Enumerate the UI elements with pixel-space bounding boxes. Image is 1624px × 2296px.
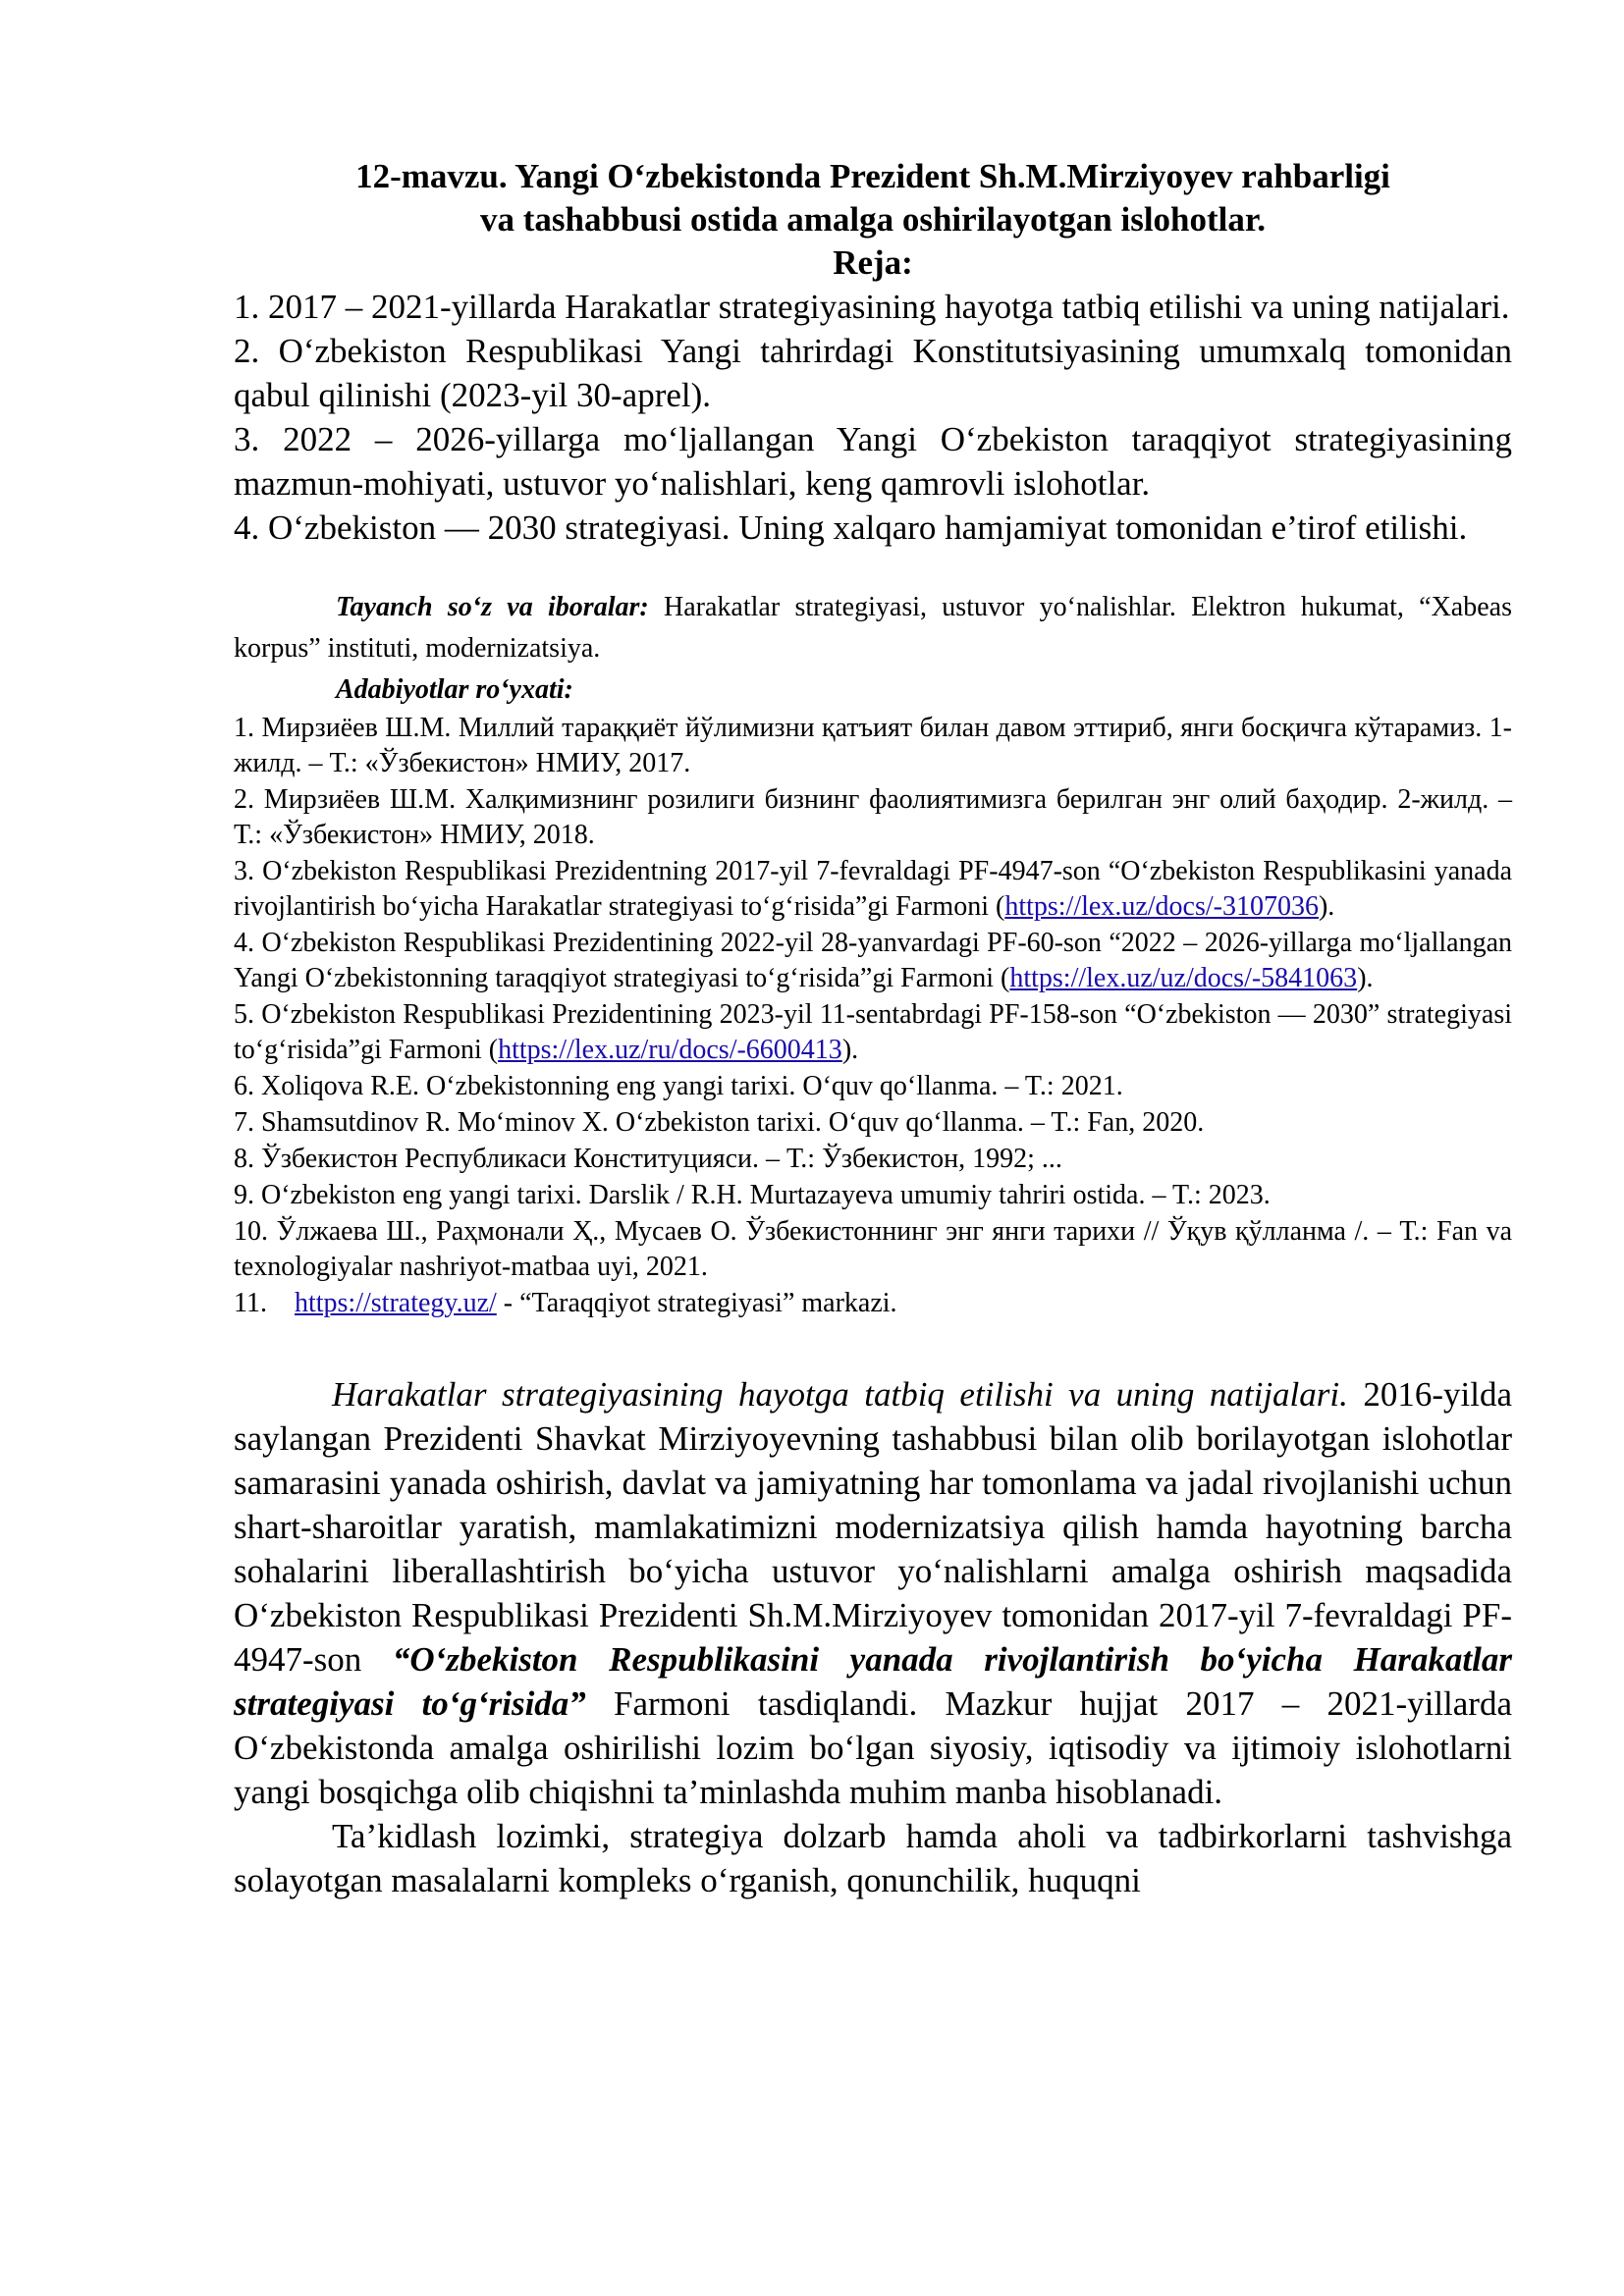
reference-text-end: ). — [1318, 891, 1335, 922]
decree-title-bold: “O‘zbekiston Respublikasini yanada rivojlantirish bo‘yicha Harakatlar strategiyasi to‘g‘risida” — [234, 1640, 1512, 1723]
reference-item — [234, 782, 1512, 853]
reference-text: 4. O‘zbekiston Respublikasi Prezidentining 2022-yil 28-yanvardagi PF-60-son “2022 – 2026-yillarga mo‘ljallangan Yangi O‘zbekistonning taraqqiyot strategiyasi to‘g‘risida”gi Farmoni ( — [234, 928, 1512, 993]
paragraph-text: 2016-yilda saylangan Prezidenti Shavkat Mirziyoyevning tashabbusi bilan olib borilayotgan islohotlar samarasini yanada oshirish, davlat va jamiyatning har tomonlama va jadal rivojlanishi uchun shart-sharoitlar yaratish, mamlakatimizni modernizatsiya qilish hamda hayotning barcha sohalarini liberallashtirish bo‘yicha ustuvor yo‘nalishlarni amalga oshirish maqsadida O‘zbekiston Respublikasi Prezidenti Sh.M.Mirziyoyev tomonidan 2017-yil 7-fevraldagi PF-4947-son — [234, 1375, 1512, 1679]
plan-list — [234, 285, 1512, 550]
reference-item — [234, 997, 1512, 1068]
reference-text: 3. O‘zbekiston Respublikasi Prezidentning 2017-yil 7-fevraldagi PF-4947-son “O‘zbekiston Respublikasini yanada rivojlantirish bo‘yicha Harakatlar strategiyasi to‘g‘risida”gi Farmoni ( — [234, 856, 1512, 922]
reference-text-end: ). — [1357, 963, 1374, 993]
reference-item — [234, 1069, 1512, 1104]
body-text — [234, 1372, 1512, 1902]
reference-text: 10. Ўлжаева Ш., Раҳмонали Ҳ., Мусаев О. Ўзбекистоннинг энг янги тарихи // Ўқув қўлланма /. – Т.: Fan va texnologiyalar nashriyot-matbaa uyi, 2021. — [234, 1216, 1512, 1282]
plan-heading: Reja: — [833, 243, 913, 282]
plan-item: 1. 2017 – 2021-yillarda Harakatlar strategiyasining hayotga tatbiq etilishi va uning natijalari. — [234, 288, 1510, 326]
reference-link[interactable]: https://lex.uz/uz/docs/-5841063 — [1009, 963, 1358, 993]
reference-text: 9. O‘zbekiston eng yangi tarixi. Darslik / R.H. Murtazayeva umumiy tahriri ostida. – T.: 2023. — [234, 1180, 1271, 1210]
reference-item — [234, 926, 1512, 996]
reference-link[interactable]: https://strategy.uz/ — [294, 1288, 497, 1318]
keywords-label: Tayanch so‘z va iboralar: — [336, 592, 649, 622]
keywords-paragraph — [234, 587, 1512, 669]
references-heading: Adabiyotlar ro‘yxati: — [336, 674, 573, 705]
reference-text: 2. Мирзиёев Ш.М. Халқимизнинг розилиги бизнинг фаолиятимизга берилган энг олий баҳодир. 2-жилд. – Т.: «Ўзбекистон» НМИУ, 2018. — [234, 784, 1512, 850]
reference-item — [234, 1142, 1512, 1177]
reference-item — [234, 1178, 1512, 1213]
section-heading-italic: Harakatlar strategiyasining hayotga tatbiq etilishi va uning natijalari. — [332, 1375, 1348, 1414]
reference-text: 7. Shamsutdinov R. Mo‘minov X. O‘zbekiston tarixi. O‘quv qo‘llanma. – T.: Fan, 2020. — [234, 1107, 1205, 1138]
reference-text: 8. Ўзбекистон Республикаси Конституцияси. – Т.: Ўзбекистон, 1992; ... — [234, 1144, 1062, 1174]
reference-text: 6. Xoliqova R.E. O‘zbekistonning eng yangi tarixi. O‘quv qo‘llanma. – T.: 2021. — [234, 1071, 1123, 1101]
document-title-line-1: 12-mavzu. Yangi O‘zbekistonda Prezident Sh.M.Mirziyoyev rahbarligi — [355, 157, 1390, 195]
body-paragraph-1 — [234, 1372, 1512, 1814]
plan-item: 4. O‘zbekiston — 2030 strategiyasi. Uning xalqaro hamjamiyat tomonidan e’tirof etilishi. — [234, 508, 1468, 547]
document-title-line-2: va tashabbusi ostida amalga oshirilayotgan islohotlar. — [480, 200, 1266, 239]
plan-item: 2. O‘zbekiston Respublikasi Yangi tahrirdagi Konstitutsiyasining umumxalq tomonidan qabul qilinishi (2023-yil 30-aprel). — [234, 332, 1512, 414]
reference-item — [234, 1105, 1512, 1141]
reference-text-end: ). — [841, 1035, 859, 1065]
body-paragraph-2: Ta’kidlash lozimki, strategiya dolzarb hamda aholi va tadbirkorlarni tashvishga solayotgan masalalarni kompleks o‘rganish, qonunchilik, huquqni — [234, 1817, 1512, 1899]
reference-link[interactable]: https://lex.uz/ru/docs/-6600413 — [498, 1035, 842, 1065]
paragraph-text: Farmoni tasdiqlandi. Mazkur hujjat 2017 – 2021-yillarda O‘zbekistonda amalga oshirilishi lozim bo‘lgan siyosiy, iqtisodiy va ijtimoiy islohotlarni yangi bosqichga olib chiqishni ta’minlashda muhim manba hisoblanadi. — [234, 1684, 1512, 1811]
reference-item — [234, 1286, 1512, 1321]
reference-item — [234, 854, 1512, 925]
reference-text: 1. Мирзиёев Ш.М. Миллий тараққиёт йўлимизни қатъият билан давом эттириб, янги босқичга кўтарамиз. 1-жилд. – Т.: «Ўзбекистон» НМИУ, 2017. — [234, 713, 1512, 778]
reference-item — [234, 1214, 1512, 1285]
references-list — [234, 711, 1512, 1321]
reference-text: 11. — [234, 1288, 295, 1318]
reference-text: 5. O‘zbekiston Respublikasi Prezidentining 2023-yil 11-sentabrdagi PF-158-son “O‘zbekiston — 2030” strategiyasi to‘g‘risida”gi Farmoni ( — [234, 999, 1512, 1065]
keywords-text: Harakatlar strategiyasi, ustuvor yo‘nalishlar. Elektron hukumat, “Xabeas korpus” instituti, modernizatsiya. — [234, 592, 1512, 664]
reference-text-end: - “Taraqqiyot strategiyasi” markazi. — [496, 1288, 897, 1318]
reference-item — [234, 711, 1512, 781]
document-content — [234, 155, 1512, 1902]
plan-item: 3. 2022 – 2026-yillarga mo‘ljallangan Yangi O‘zbekiston taraqqiyot strategiyasining mazmun-mohiyati, ustuvor yo‘nalishlari, keng qamrovli islohotlar. — [234, 420, 1512, 503]
reference-link[interactable]: https://lex.uz/docs/-3107036 — [1004, 891, 1319, 922]
